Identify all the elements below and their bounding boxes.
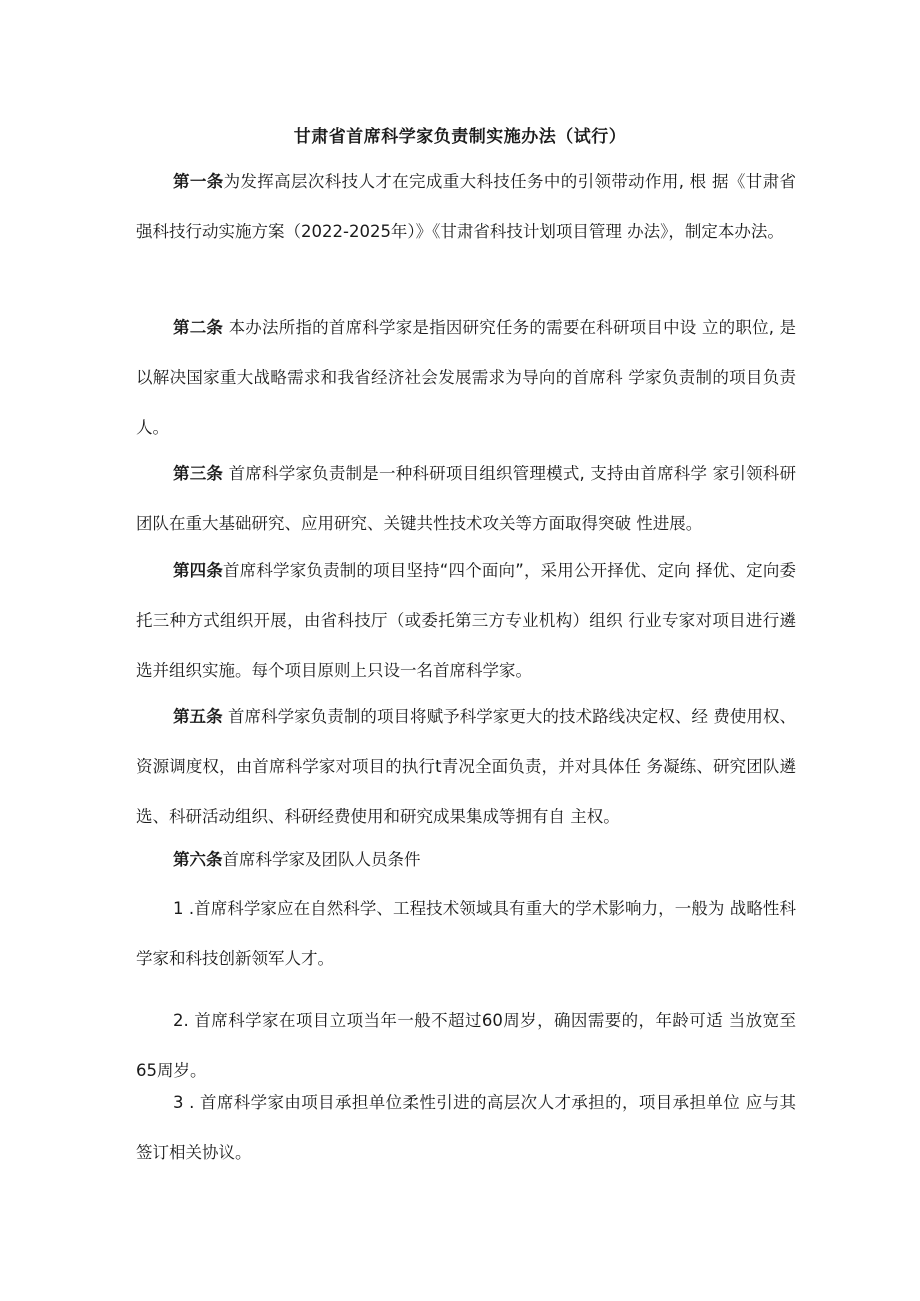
article-5-heading: 第五条 — [173, 707, 223, 726]
article-4-text: 首席科学家负责制的项目坚持“四个面向”，采用公开择优、定向 择优、定向委托三种方式组织开展，由省科技厅（或委托第三方专业机构）组织 行业专家对项目进行遴选并组织实施。每个项目原则上只设一名首席科学家。 — [136, 561, 797, 680]
condition-item-2: 2. 首席科学家在项目立项当年一般不超过60周岁，确因需要的，年龄可适 当放宽至65周岁。 — [136, 1011, 796, 1080]
article-3-heading: 第三条 — [173, 464, 224, 483]
article-6 — [136, 835, 796, 885]
condition-item-1: 1 .首席科学家应在自然科学、工程技术领域具有重大的学术影响力，一般为 战略性科学家和科技创新领军人才。 — [136, 899, 796, 968]
article-4 — [136, 546, 796, 696]
article-1-text: 为发挥高层次科技人才在完成重大科技任务中的引领带动作用, 根 据《甘肃省强科技行动实施方案（2022-2025年）》《甘肃省科技计划项目管理 办法》，制定本办法。 — [136, 172, 796, 241]
document-title: 甘肃省首席科学家负责制实施办法（试行） — [293, 127, 627, 147]
article-3 — [136, 449, 796, 549]
article-4-heading: 第四条 — [173, 561, 224, 580]
article-5 — [136, 692, 796, 842]
article-1 — [136, 157, 796, 257]
article-5-text: 首席科学家负责制的项目将赋予科学家更大的技术路线决定权、经 费使用权、资源调度权，由首席科学家对项目的执行t青况全面负责，并对具体任 务凝练、研究团队遴选、科研活动组织、科研经费使用和研究成果集成等拥有自 主权。 — [136, 707, 797, 826]
article-2-heading: 第二条 — [173, 318, 224, 337]
article-6-heading: 第六条 — [173, 850, 223, 869]
condition-item-3: 3 . 首席科学家由项目承担单位柔性引进的高层次人才承担的，项目承担单位 应与其签订相关协议。 — [136, 1093, 796, 1162]
article-2-text: 本办法所指的首席科学家是指因研究任务的需要在科研项目中设 立的职位, 是以解决国家重大战略需求和我省经济社会发展需求为导向的首席科 学家负责制的项目负责人。 — [136, 318, 797, 437]
article-2 — [136, 303, 796, 453]
article-6-text: 首席科学家及团队人员条件 — [222, 850, 421, 869]
article-1-heading: 第一条 — [173, 172, 224, 191]
article-3-text: 首席科学家负责制是一种科研项目组织管理模式, 支持由首席科学 家引领科研团队在重大基础研究、应用研究、关键共性技术攻关等方面取得突破 性进展。 — [136, 464, 797, 533]
